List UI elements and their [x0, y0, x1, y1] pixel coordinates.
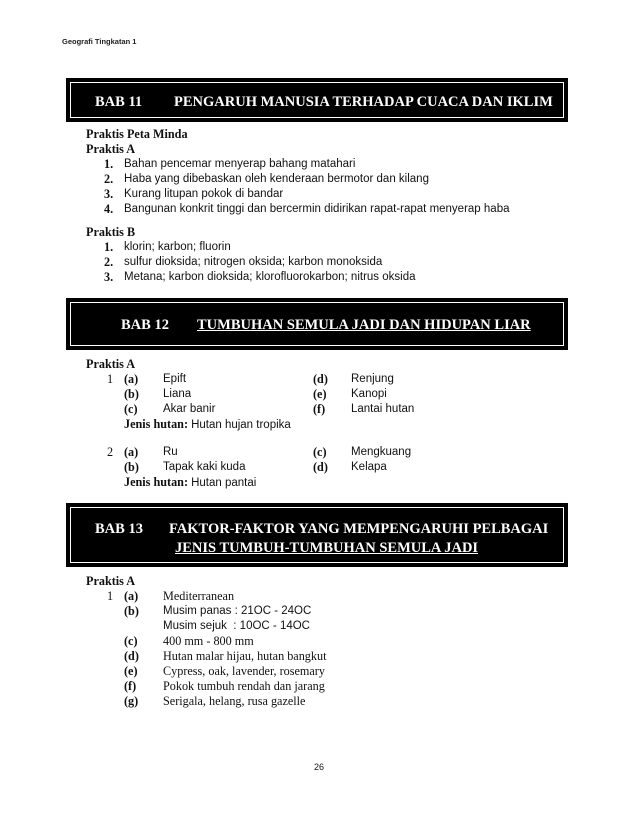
item-text: 400 mm - 800 mm — [163, 634, 254, 648]
item-text: Lantai hutan — [351, 403, 415, 415]
item-text: Liana — [163, 388, 192, 400]
item-label: (a) — [124, 372, 139, 386]
list-item: Kurang litupan pokok di bandar — [124, 188, 284, 200]
item-label: (d) — [124, 649, 139, 663]
item-label: (a) — [124, 589, 139, 603]
bab12-title: TUMBUHAN SEMULA JADI DAN HIDUPAN LIAR — [197, 317, 531, 333]
list-item: klorin; karbon; fluorin — [124, 241, 231, 253]
question-number: 1 — [107, 372, 114, 386]
item-label: (b) — [124, 604, 139, 618]
bab13-praktis-a: Praktis A — [86, 574, 136, 588]
bab12-banner — [66, 298, 568, 350]
item-text: Musim sejuk : 10OC - 14OC — [163, 620, 310, 632]
item-text: Cypress, oak, lavender, rosemary — [163, 664, 325, 678]
item-text: Renjung — [351, 373, 394, 385]
question-number: 2 — [107, 445, 114, 459]
item-label: (e) — [313, 387, 327, 401]
bab12-praktis-a: Praktis A — [86, 357, 136, 371]
item-label: (a) — [124, 445, 139, 459]
item-text: Ru — [163, 446, 178, 458]
praktis-peta-minda: Praktis Peta Minda — [86, 127, 188, 141]
item-label: (d) — [313, 460, 328, 474]
bab11-title: PENGARUH MANUSIA TERHADAP CUACA DAN IKLIM — [174, 94, 553, 110]
bab13-title-line1: FAKTOR-FAKTOR YANG MEMPENGARUHI PELBAGAI — [169, 521, 549, 537]
item-label: (c) — [124, 402, 138, 416]
bab13-banner — [66, 503, 568, 567]
item-text: Kelapa — [351, 461, 387, 473]
jenis-hutan-label: Jenis hutan: — [124, 417, 189, 431]
jenis-hutan-line — [124, 475, 256, 491]
running-header: Geografi Tingkatan 1 — [62, 37, 137, 46]
bab12-number: BAB 12 — [121, 317, 169, 333]
list-item-num: 2. — [104, 255, 114, 269]
list-item-num: 1. — [104, 157, 114, 171]
item-text: Tapak kaki kuda — [163, 461, 246, 473]
item-text: Hutan malar hijau, hutan bangkut — [163, 649, 327, 663]
item-text: Serigala, helang, rusa gazelle — [163, 694, 306, 708]
item-text: Pokok tumbuh rendah dan jarang — [163, 679, 325, 693]
item-label: (f) — [124, 679, 137, 693]
item-label: (b) — [124, 460, 139, 474]
item-label: (c) — [124, 634, 138, 648]
item-text: Mediterranean — [163, 589, 235, 603]
jenis-hutan-value: Hutan hujan tropika — [191, 419, 291, 431]
jenis-hutan-line — [124, 417, 291, 433]
question-number: 1 — [107, 589, 114, 603]
item-label: (e) — [124, 664, 138, 678]
list-item: Bahan pencemar menyerap bahang matahari — [124, 158, 356, 170]
list-item-num: 3. — [104, 270, 114, 284]
item-label: (g) — [124, 694, 139, 708]
jenis-hutan-value: Hutan pantai — [191, 477, 257, 489]
item-label: (b) — [124, 387, 139, 401]
page-number: 26 — [314, 762, 325, 772]
bab13-number: BAB 13 — [95, 521, 143, 537]
list-item-num: 2. — [104, 172, 114, 186]
bab11-praktis-a: Praktis A — [86, 142, 136, 156]
list-item: Metana; karbon dioksida; klorofluorokarbon; nitrus oksida — [124, 271, 416, 283]
item-text: Mengkuang — [351, 446, 412, 458]
item-text: Epift — [163, 373, 187, 385]
bab11-number: BAB 11 — [95, 94, 143, 110]
list-item: Haba yang dibebaskan oleh kenderaan bermotor dan kilang — [124, 173, 429, 185]
list-item-num: 4. — [104, 202, 114, 216]
list-item-num: 3. — [104, 187, 114, 201]
item-text: Kanopi — [351, 388, 387, 400]
item-label: (f) — [313, 402, 326, 416]
item-text: Akar banir — [163, 403, 216, 415]
bab13-title-line2: JENIS TUMBUH-TUMBUHAN SEMULA JADI — [175, 540, 479, 556]
list-item: sulfur dioksida; nitrogen oksida; karbon monoksida — [124, 256, 383, 268]
item-label: (d) — [313, 372, 328, 386]
list-item: Bangunan konkrit tinggi dan bercermin didirikan rapat-rapat menyerap haba — [124, 203, 510, 215]
bab11-praktis-b: Praktis B — [86, 225, 136, 239]
jenis-hutan-label: Jenis hutan: — [124, 475, 189, 489]
bab11-banner — [66, 78, 568, 122]
list-item-num: 1. — [104, 240, 114, 254]
item-text: Musim panas : 21OC - 24OC — [163, 605, 312, 617]
item-label: (c) — [313, 445, 327, 459]
